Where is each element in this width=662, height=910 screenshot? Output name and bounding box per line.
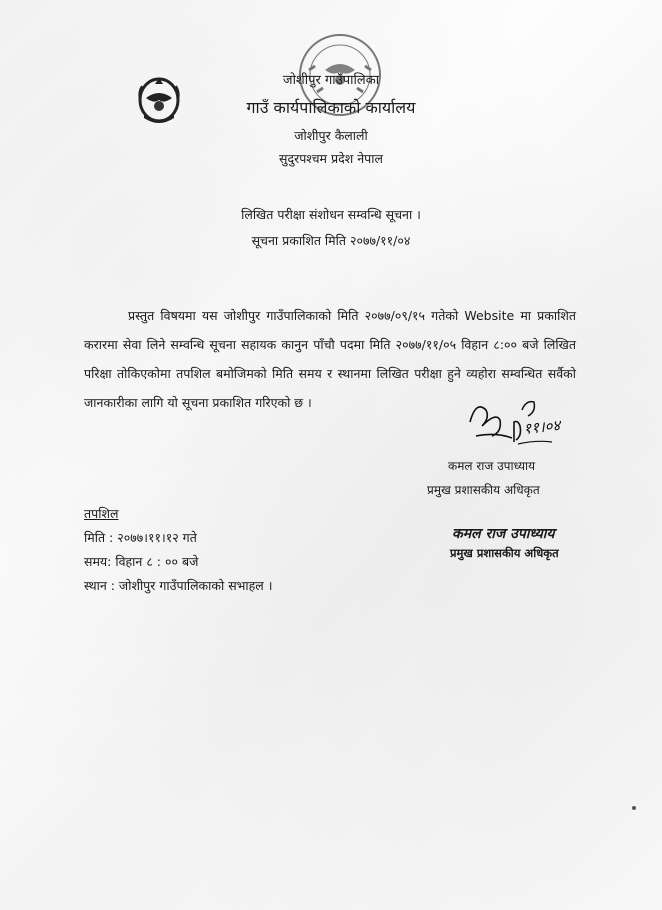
signatory-title: प्रमुख प्रशासकीय अधिकृत: [427, 483, 540, 497]
title-stamp: प्रमुख प्रशासकीय अधिकृत: [450, 546, 559, 560]
details-heading: तपशिल: [84, 506, 119, 521]
name-stamp: कमल राज उपाध्याय: [452, 526, 555, 542]
exam-venue: स्थान : जोशीपुर गाउँपालिकाको सभाहल ।: [84, 578, 273, 593]
speck-mark: [632, 806, 636, 810]
office-name: गाउँ कार्यपालिकाको कार्यालय: [246, 98, 416, 117]
notice-date: सूचना प्रकाशित मिति २०७७/११/०४: [251, 233, 411, 248]
municipality-name: जोशीपुर गाउँपालिका: [282, 73, 380, 88]
province-name: सुदुरपश्चम प्रदेश नेपाल: [279, 151, 383, 166]
exam-date: मिति : २०७७।११।१२ गते: [84, 530, 197, 545]
office-address: जोशीपुर कैलाली: [294, 128, 368, 143]
notice-body: प्रस्तुत विषयमा यस जोशीपुर गाउँपालिकाको मिति २०७७/०९/१५ गतेको Website मा प्रकाशित करारमा सेवा लिने सम्वन्धि सूचना सहायक कानुन पाँचौ पदमा मिति २०७७/११/०५ विहान ८:०० बजे लिखित परिक्षा तोकिएकोमा तपशिल बमोजिमको मिति समय र स्थानमा लिखित परीक्षा हुने व्यहोरा सम्वन्धित सर्वैको जानकारीका लागि यो सूचना प्रकाशित गरिएको छ ।: [84, 308, 576, 410]
signatory-name: कमल राज उपाध्याय: [448, 459, 536, 473]
exam-time: समय: विहान ८ : ०० बजे: [84, 554, 199, 569]
svg-text:११।०४: ११।०४: [522, 416, 562, 438]
handwritten-signature: [456, 392, 576, 454]
notice-title: लिखित परीक्षा संशोधन सम्वन्धि सूचना ।: [241, 207, 421, 222]
